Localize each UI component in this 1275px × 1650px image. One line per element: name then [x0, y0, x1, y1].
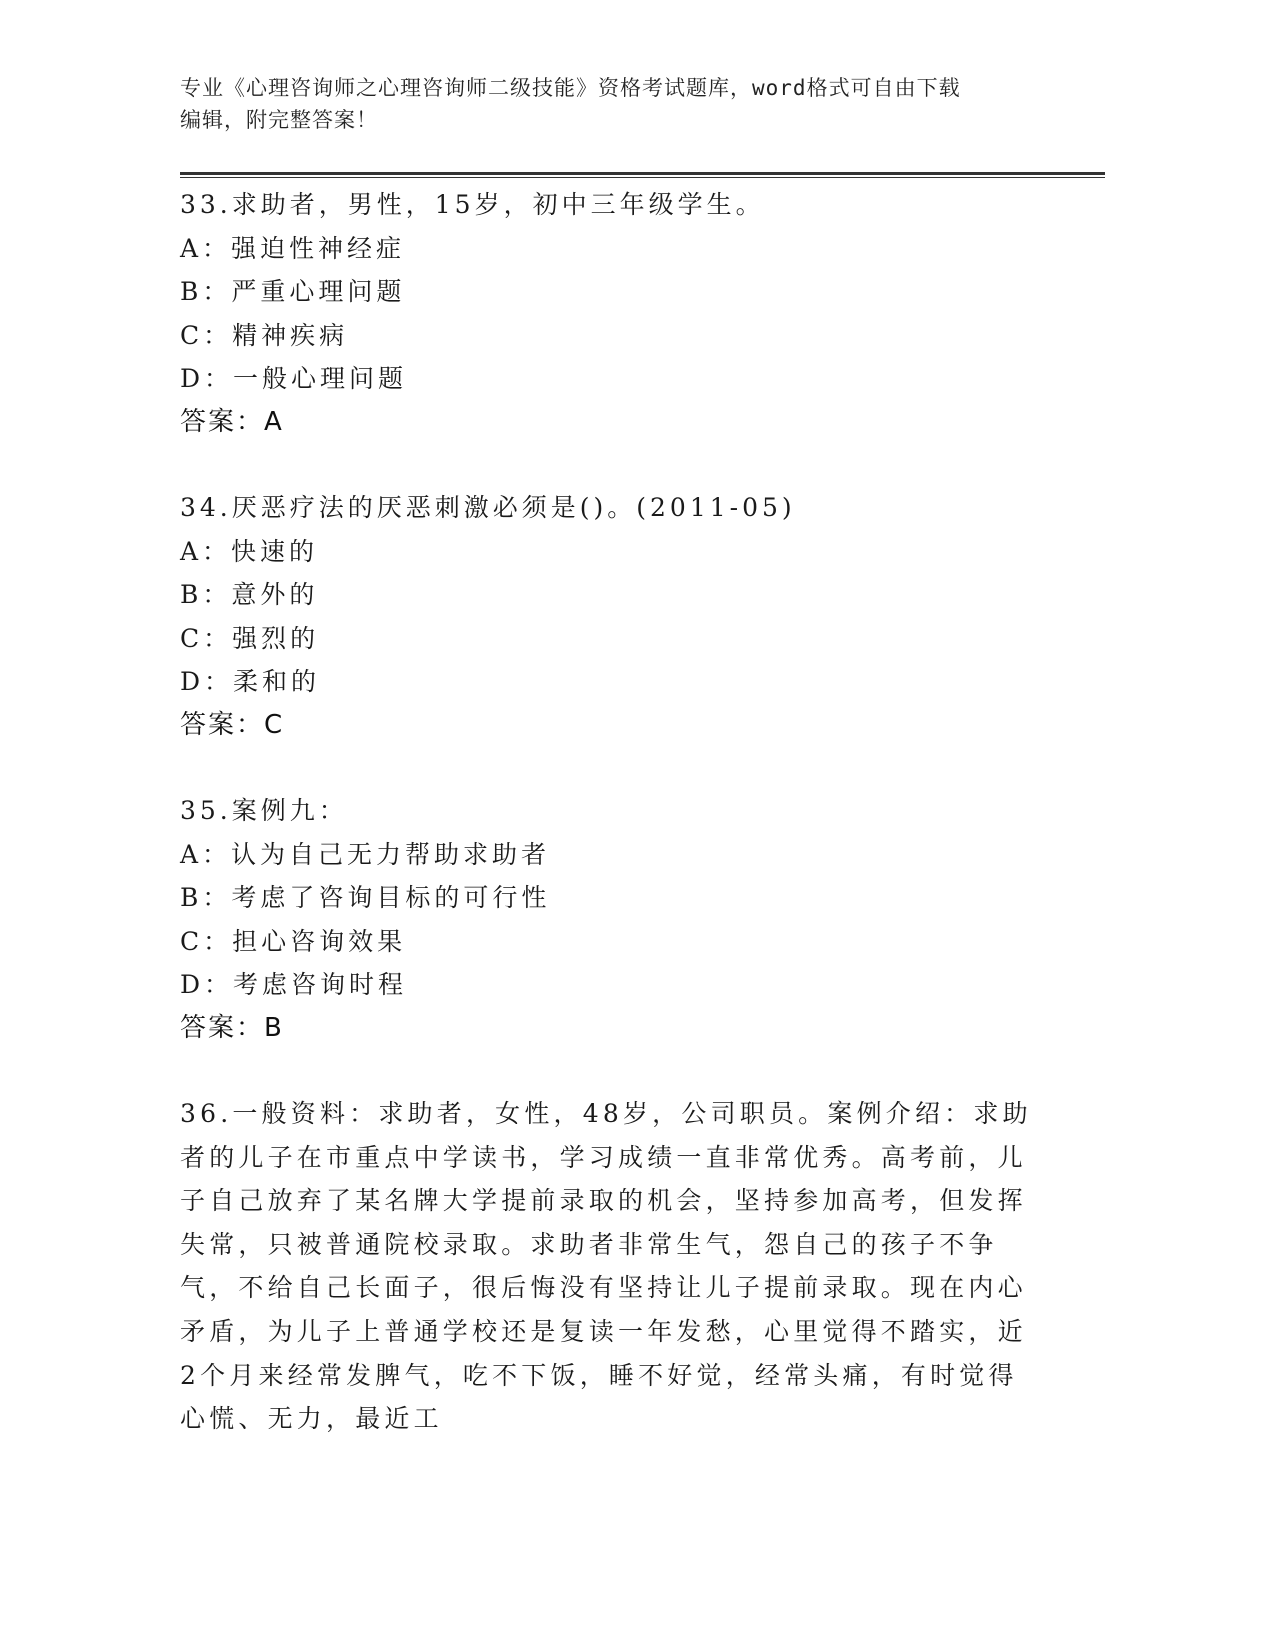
option-b: B：严重心理问题 [180, 277, 406, 306]
question-33 [180, 183, 1040, 444]
header-divider-thin [180, 177, 1105, 178]
question-stem: 34.厌恶疗法的厌恶刺激必须是()。(2011-05) [180, 493, 796, 522]
answer-line: 答案：C [180, 709, 285, 740]
option-a: A：快速的 [180, 536, 319, 566]
option-a: A：强迫性神经症 [180, 233, 406, 263]
option-c: C：担心咨询效果 [180, 926, 407, 956]
option-b: B：意外的 [180, 580, 319, 609]
option-d: D：柔和的 [180, 667, 321, 696]
option-c: C：强烈的 [180, 623, 320, 653]
question-stem: 35.案例九： [180, 796, 348, 825]
question-35 [180, 789, 1040, 1050]
header-line-1: 专业《心理咨询师之心理咨询师二级技能》资格考试题库，word格式可自由下载 [180, 76, 961, 100]
option-d: D：一般心理问题 [180, 364, 408, 393]
option-c: C：精神疾病 [180, 320, 349, 350]
question-34 [180, 486, 1040, 747]
option-d: D：考虑咨询时程 [180, 970, 408, 999]
header-divider-thick [180, 172, 1105, 175]
option-b: B：考虑了咨询目标的可行性 [180, 883, 551, 912]
question-stem: 33.求助者，男性，15岁，初中三年级学生。 [180, 190, 765, 219]
option-a: A：认为自己无力帮助求助者 [180, 839, 551, 869]
header-line-2: 编辑，附完整答案！ [180, 108, 378, 132]
question-36 [180, 1092, 1040, 1441]
answer-line: 答案：A [180, 406, 284, 437]
document-header [180, 72, 1040, 136]
answer-line: 答案：B [180, 1012, 284, 1043]
question-body: 36.一般资料：求助者，女性，48岁，公司职员。案例介绍：求助者的儿子在市重点中学读书，学习成绩一直非常优秀。高考前，儿子自己放弃了某名牌大学提前录取的机会，坚持参加高考，但发挥失常，只被普通院校录取。求助者非常生气，怨自己的孩子不争气，不给自己长面子，很后悔没有坚持让儿子提前录取。现在内心矛盾，为儿子上普通学校还是复读一年发愁，心里觉得不踏实，近2个月来经常发脾气，吃不下饭，睡不好觉，经常头痛，有时觉得心慌、无力，最近工 [180, 1099, 1032, 1434]
question-list [180, 183, 1040, 1483]
